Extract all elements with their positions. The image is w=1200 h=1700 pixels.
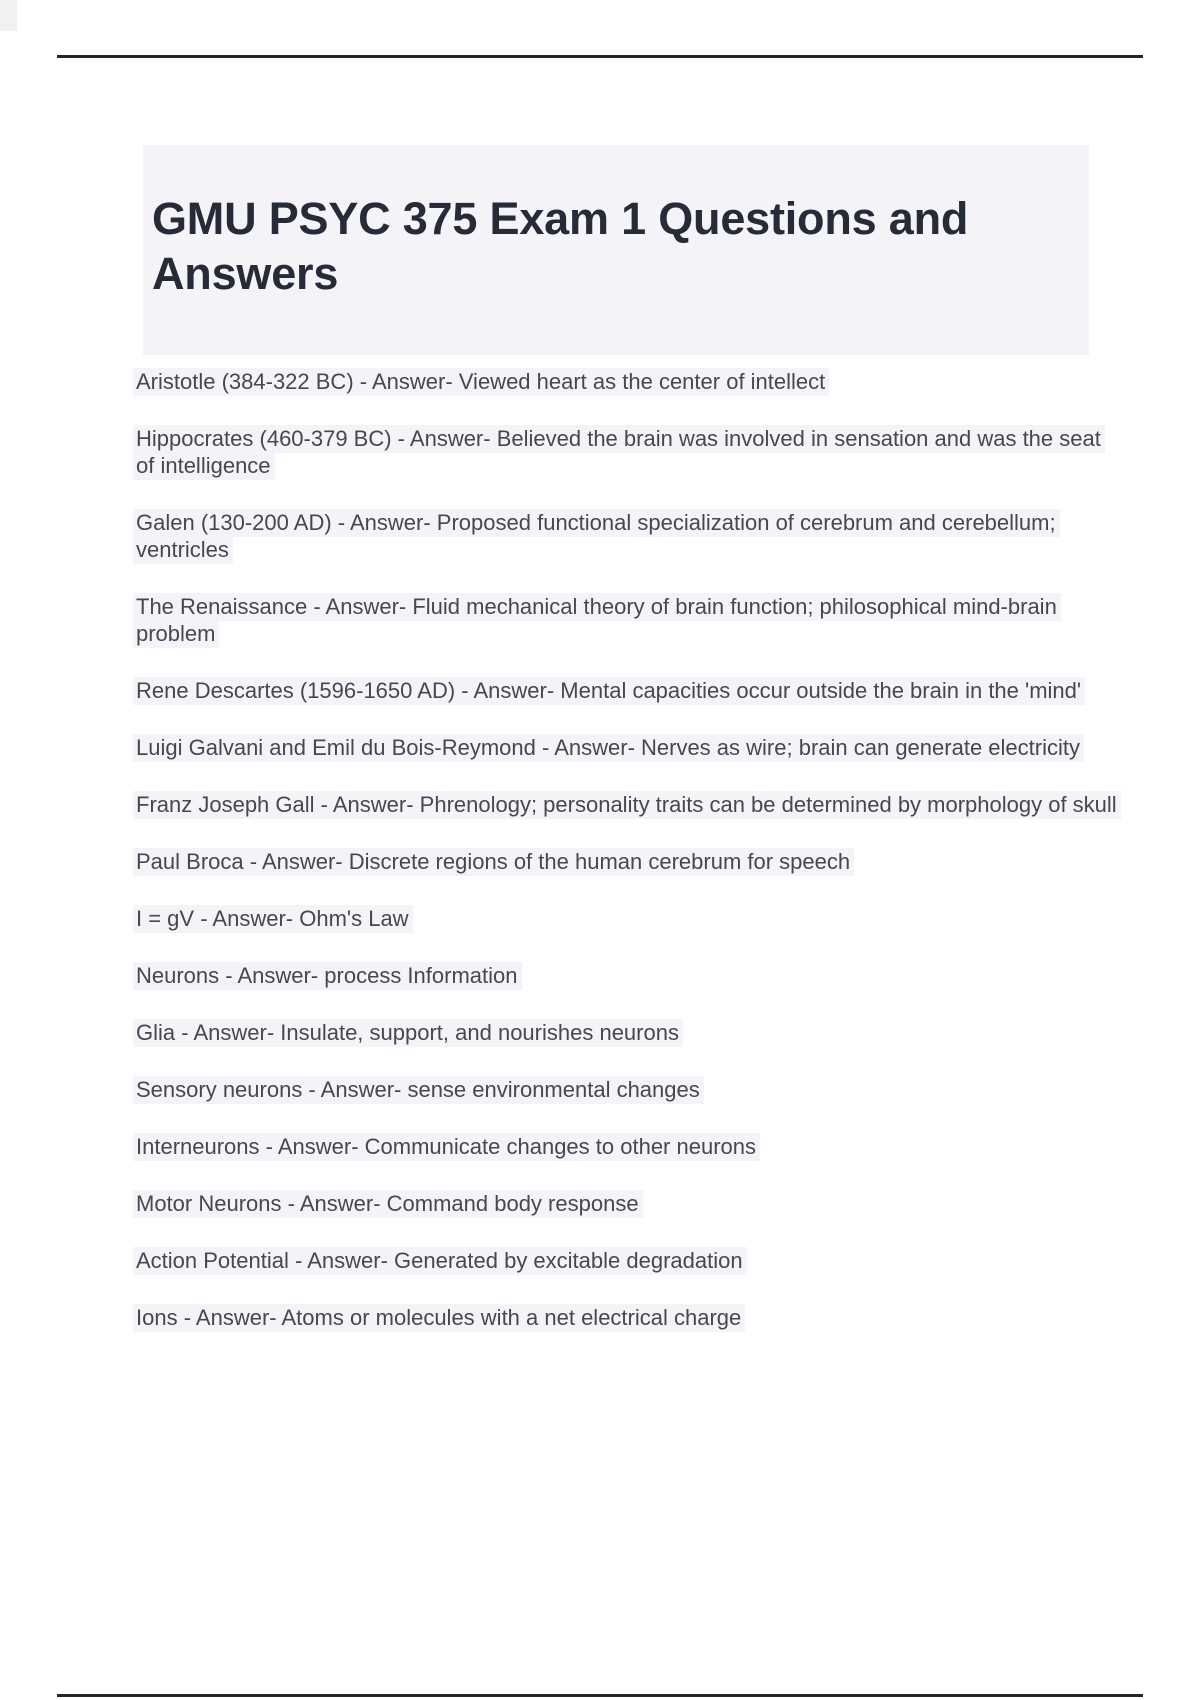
qa-text: Paul Broca - Answer- Discrete regions of the human cerebrum for speech — [133, 848, 854, 876]
qa-item — [136, 1076, 1121, 1103]
qa-text: Hippocrates (460-379 BC) - Answer- Believed the brain was involved in sensation and was the seat of intelligence — [133, 425, 1105, 480]
qa-text: Rene Descartes (1596-1650 AD) - Answer- Mental capacities occur outside the brain in the 'mind' — [133, 677, 1085, 705]
qa-text: Aristotle (384-322 BC) - Answer- Viewed heart as the center of intellect — [133, 368, 829, 396]
qa-item — [136, 962, 1121, 989]
page-title: GMU PSYC 375 Exam 1 Questions and Answers — [152, 193, 969, 299]
qa-text: Neurons - Answer- process Information — [133, 962, 522, 990]
qa-item — [136, 1019, 1121, 1046]
qa-text: I = gV - Answer- Ohm's Law — [133, 905, 413, 933]
qa-text: Ions - Answer- Atoms or molecules with a net electrical charge — [133, 1304, 745, 1332]
qa-item — [136, 509, 1121, 563]
qa-text: Luigi Galvani and Emil du Bois-Reymond - Answer- Nerves as wire; brain can generate electricity — [133, 734, 1084, 762]
qa-item — [136, 677, 1121, 704]
qa-item — [136, 848, 1121, 875]
qa-item — [136, 593, 1121, 647]
qa-text: The Renaissance - Answer- Fluid mechanical theory of brain function; philosophical mind-brain problem — [133, 593, 1061, 648]
qa-text: Action Potential - Answer- Generated by excitable degradation — [133, 1247, 747, 1275]
qa-text: Franz Joseph Gall - Answer- Phrenology; personality traits can be determined by morphology of skull — [133, 791, 1121, 819]
qa-item — [136, 1304, 1121, 1331]
qa-text: Glia - Answer- Insulate, support, and nourishes neurons — [133, 1019, 683, 1047]
qa-text: Sensory neurons - Answer- sense environmental changes — [133, 1076, 704, 1104]
qa-item — [136, 791, 1121, 818]
qa-item — [136, 1190, 1121, 1217]
bottom-rule — [57, 1694, 1143, 1697]
qa-item — [136, 905, 1121, 932]
qa-text: Motor Neurons - Answer- Command body response — [133, 1190, 643, 1218]
corner-artifact — [0, 0, 17, 31]
qa-item — [136, 368, 1121, 395]
top-rule — [57, 55, 1143, 58]
qa-text: Interneurons - Answer- Communicate changes to other neurons — [133, 1133, 760, 1161]
qa-text: Galen (130-200 AD) - Answer- Proposed functional specialization of cerebrum and cerebellum; ventricles — [133, 509, 1060, 564]
qa-item — [136, 1247, 1121, 1274]
title-box — [143, 145, 1089, 355]
qa-item — [136, 734, 1121, 761]
qa-item — [136, 425, 1121, 479]
document-page — [136, 145, 1121, 1331]
qa-item — [136, 1133, 1121, 1160]
